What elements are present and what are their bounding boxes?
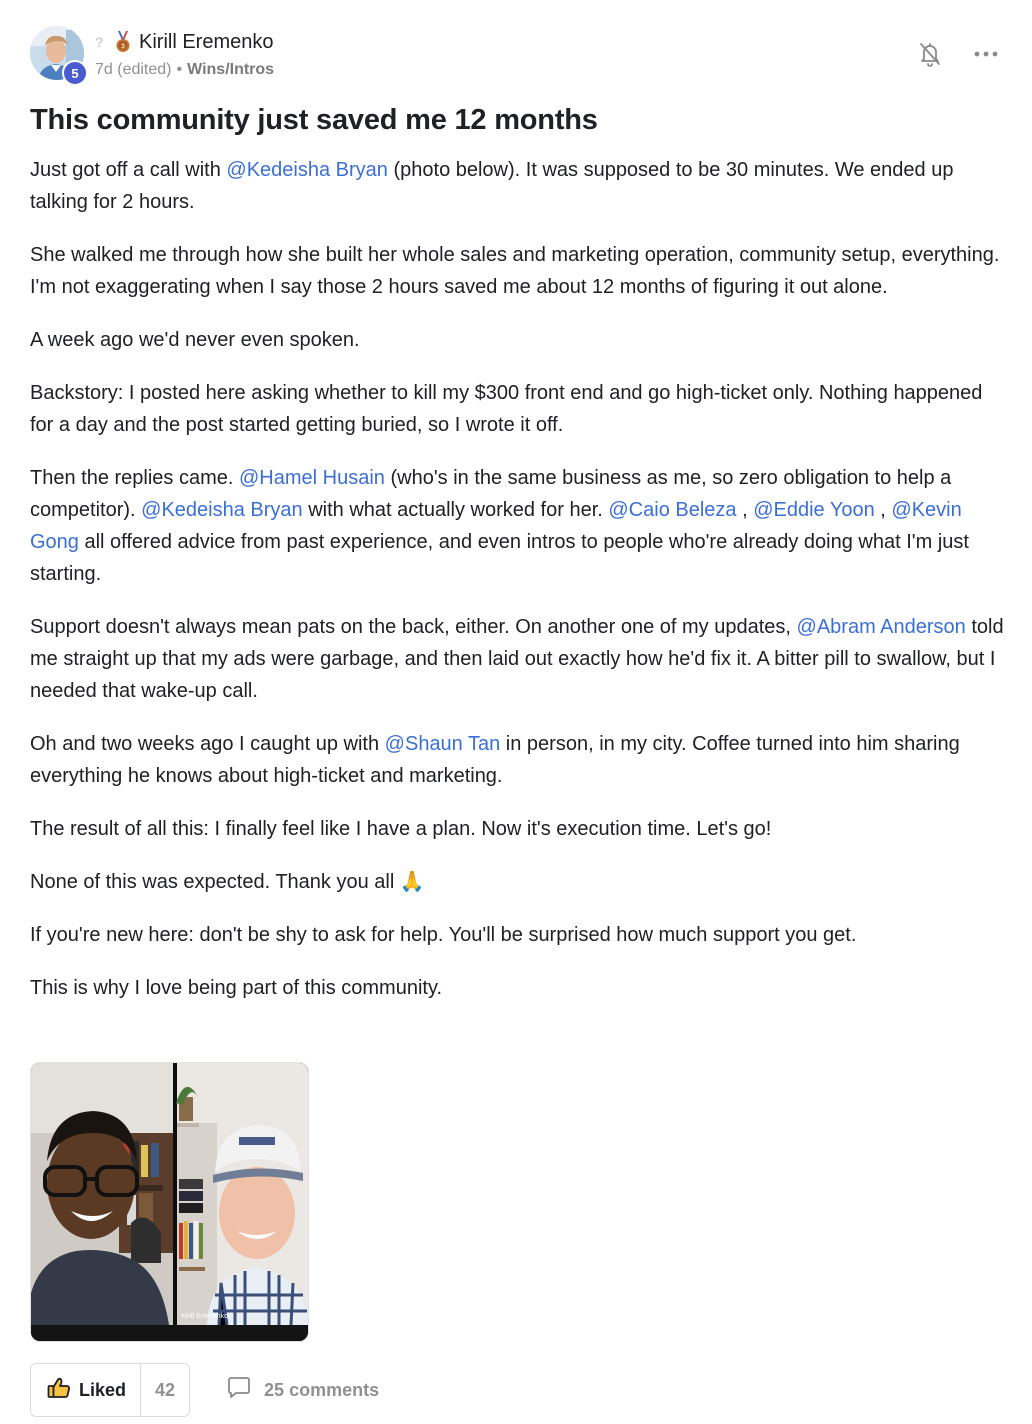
post-title: This community just saved me 12 months (30, 104, 598, 136)
post-meta (95, 61, 274, 79)
post-header (30, 26, 1002, 86)
body-paragraph: A week ago we'd never even spoken. (30, 329, 360, 351)
mention-link[interactable]: @Shaun Tan (384, 733, 501, 755)
body-paragraph: None of this was expected. Thank you all 🙏 (30, 871, 425, 893)
body-paragraph: She walked me through how she built her whole sales and marketing operation, community setup, everything. I'm not exaggerating when I say those 2 hours saved me about 12 months of figuring it out alone. (30, 244, 1000, 298)
thumbs-up-icon (47, 1377, 71, 1404)
author-avatar-wrap[interactable] (30, 26, 84, 80)
body-paragraph: Backstory: I posted here asking whether to kill my $300 front end and go high-ticket only. Nothing happened for a day and the post started getting buried, so I wrote it off. (30, 382, 983, 436)
svg-text:3: 3 (121, 43, 125, 51)
meta-separator: • (176, 61, 183, 78)
mention-link[interactable]: @Eddie Yoon (753, 499, 875, 521)
comments-button[interactable] (226, 1376, 379, 1405)
notifications-off-bell-icon[interactable] (916, 40, 944, 68)
like-button[interactable] (31, 1364, 140, 1416)
body-paragraph: This is why I love being part of this community. (30, 977, 443, 999)
placeholder-badge-icon: ? (95, 34, 104, 50)
body-paragraph: Support doesn't always mean pats on the back, either. On another one of my updates, @Abram Anderson told me straight up that my ads were garbage, and then laid out exactly how he'd fix it. A bitter pill to swallow, but I needed that wake-up call. (30, 616, 1004, 702)
post-time: 7d (edited) (95, 61, 172, 78)
author-name[interactable]: Kirill Eremenko (139, 30, 274, 53)
mention-link[interactable]: @Kedeisha Bryan (226, 159, 388, 181)
more-options-icon[interactable] (972, 40, 1000, 68)
body-paragraph: The result of all this: I finally feel like I have a plan. Now it's execution time. Let's go! (30, 818, 772, 840)
header-actions (916, 40, 1000, 68)
mention-link[interactable]: @Abram Anderson (796, 616, 966, 638)
body-paragraph: Then the replies came. @Hamel Husain (who's in the same business as me, so zero obligation to help a competitor). @Kedeisha Bryan with what actually worked for her. @Caio Beleza , @Eddie Yoon , @Kevin Gong all offered advice from past experience, and even intros to people who're already doing what I'm just starting. (30, 467, 969, 585)
like-count[interactable]: 42 (140, 1364, 189, 1416)
level-badge: 5 (62, 60, 88, 86)
like-control (30, 1363, 190, 1417)
mention-link[interactable]: @Kevin Gong (30, 499, 962, 553)
category-link[interactable]: Wins/Intros (187, 61, 275, 78)
post-footer (30, 1363, 379, 1417)
comments-count: 25 comments (264, 1379, 380, 1400)
video-name-tag: Kirill Eremenko (181, 1313, 229, 1320)
mention-link[interactable]: @Caio Beleza (608, 499, 737, 521)
post-body (30, 154, 1005, 1025)
comment-bubble-icon (226, 1376, 252, 1405)
body-paragraph: If you're new here: don't be shy to ask for help. You'll be surprised how much support you get. (30, 924, 857, 946)
body-paragraph: Just got off a call with @Kedeisha Bryan (photo below). It was supposed to be 30 minutes. We ended up talking for 2 hours. (30, 159, 954, 213)
like-label: Liked (79, 1379, 127, 1400)
mention-link[interactable]: @Hamel Husain (239, 467, 385, 489)
bronze-medal-icon (115, 31, 131, 53)
body-paragraph: Oh and two weeks ago I caught up with @Shaun Tan in person, in my city. Coffee turned into him sharing everything he knows about high-ticket and marketing. (30, 733, 960, 787)
mention-link[interactable]: @Kedeisha Bryan (141, 499, 303, 521)
author-line (95, 30, 273, 54)
post-image[interactable] (30, 1062, 309, 1342)
